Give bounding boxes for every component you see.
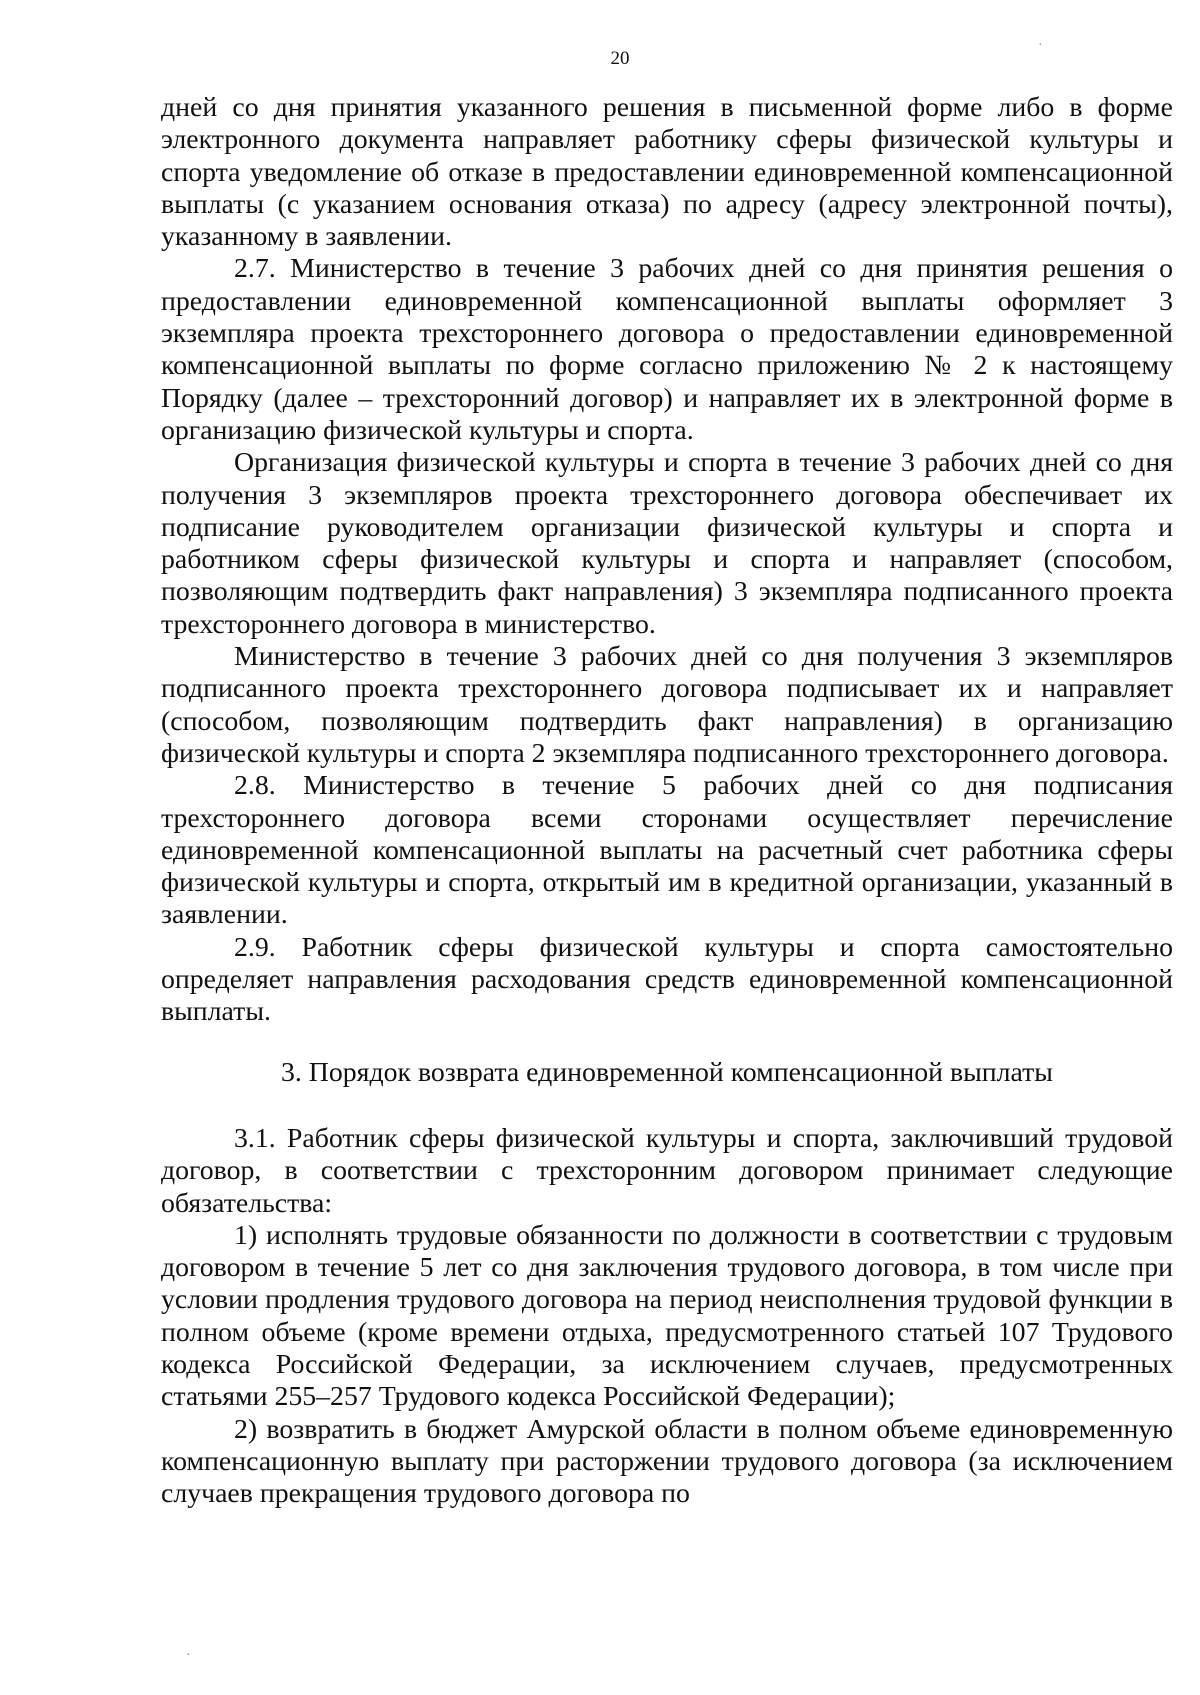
paragraph-2-9: 2.9. Работник сферы физической культуры и спорта самостоятельно определяет направления расходования средств единовременной компенсационной выплаты.	[161, 931, 1173, 1028]
list-item: 1) исполнять трудовые обязанности по должности в соответствии с трудовым договором в течение 5 лет со дня заключения трудового договора, в том числе при условии продления трудового договора на период неисполнения трудовой функции в полном объеме (кроме времени отдыха, предусмотренного статьей 107 Трудового кодекса Российской Федерации, за исключением случаев, предусмотренных статьями 255–257 Трудового кодекса Российской Федерации);	[161, 1219, 1173, 1413]
document-body	[161, 92, 1173, 1510]
paragraph: Министерство в течение 3 рабочих дней со дня получения 3 экземпляров подписанного проекта трехстороннего договора подписывает их и направляет (способом, позволяющим подтвердить факт направления) в организацию физической культуры и спорта 2 экземпляра подписанного трехстороннего договора.	[161, 641, 1173, 769]
paragraph: Организация физической культуры и спорта в течение 3 рабочих дней со дня получения 3 экземпляров проекта трехстороннего договора обеспечивает их подписание руководителем организации физической культуры и спорта и работником сферы физической культуры и спорта и направляет (способом, позволяющим подтвердить факт направления) 3 экземпляра подписанного проекта трехстороннего договора в министерство.	[161, 447, 1173, 640]
scan-speck: ·	[186, 1648, 191, 1663]
paragraph-2-7: 2.7. Министерство в течение 3 рабочих дней со дня принятия решения о предоставлении единовременной компенсационной выплаты оформляет 3 экземпляра проекта трехстороннего договора о предоставлении единовременной компенсационной выплаты по форме согласно приложению № 2 к настоящему Порядку (далее – трехсторонний договор) и направляет их в электронной форме в организацию физической культуры и спорта.	[161, 253, 1173, 446]
paragraph-3-1: 3.1. Работник сферы физической культуры и спорта, заключивший трудовой договор, в соответствии с трехсторонним договором принимает следующие обязательства:	[161, 1122, 1173, 1219]
list-item: 2) возвратить в бюджет Амурской области в полном объеме единовременную компенсационную выплату при расторжении трудового договора (за исключением случаев прекращения трудового договора по	[161, 1413, 1173, 1510]
scan-speck: ·	[1038, 38, 1043, 53]
paragraph: дней со дня принятия указанного решения в письменной форме либо в форме электронного документа направляет работнику сферы физической культуры и спорта уведомление об отказе в предоставлении единовременной компенсационной выплаты (с указанием основания отказа) по адресу (адресу электронной почты), указанному в заявлении.	[161, 92, 1173, 253]
paragraph-2-8: 2.8. Министерство в течение 5 рабочих дней со дня подписания трехстороннего договора всеми сторонами осуществляет перечисление единовременной компенсационной выплаты на расчетный счет работника сферы физической культуры и спорта, открытый им в кредитной организации, указанный в заявлении.	[161, 770, 1173, 931]
page-number: 20	[610, 48, 630, 69]
section-heading: 3. Порядок возврата единовременной компенсационной выплаты	[281, 1056, 1053, 1088]
